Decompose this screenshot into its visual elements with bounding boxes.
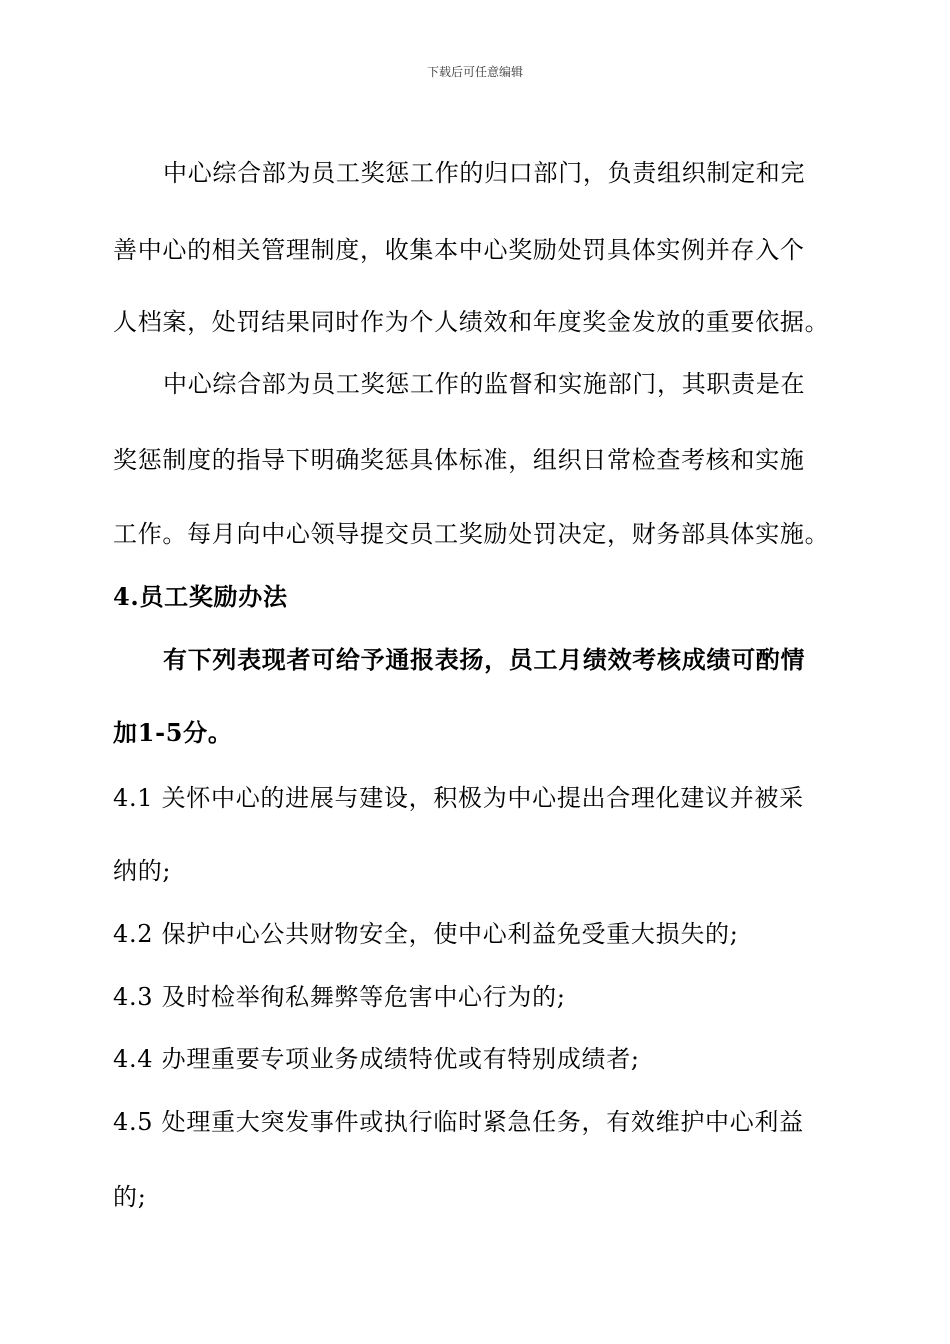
item-number: 4.5 [113, 1108, 154, 1136]
list-item-4-2 [113, 918, 950, 950]
item-text: 保护中心公共财物安全，使中心利益免受重大损失的; [161, 920, 739, 948]
list-item-4-4 [113, 1043, 950, 1075]
item-text: 关怀中心的进展与建设，积极为中心提出合理化建议并被采 [161, 784, 804, 812]
item-number: 4.3 [113, 983, 154, 1011]
list-item-4-5-continuation: 的; [113, 1183, 147, 1211]
item-number: 4.4 [113, 1045, 154, 1073]
section-heading: 4.员工奖励办法 [113, 582, 288, 611]
item-text: 办理重要专项业务成绩特优或有特别成绩者; [161, 1045, 640, 1073]
list-item-4-3 [113, 981, 950, 1013]
item-text: 处理重大突发事件或执行临时紧急任务，有效维护中心利益 [161, 1108, 804, 1136]
list-item-4-1 [113, 782, 950, 814]
paragraph-1-line-3: 人档案，处罚结果同时作为个人绩效和年度奖金发放的重要依据。 [113, 308, 830, 336]
paragraph-1-line-1: 中心综合部为员工奖惩工作的归口部门，负责组织制定和完 [163, 159, 806, 187]
paragraph-1-line-2: 善中心的相关管理制度，收集本中心奖励处罚具体实例并存入个 [113, 236, 805, 264]
item-number: 4.1 [113, 784, 154, 812]
list-item-4-1-continuation: 纳的; [113, 857, 172, 885]
section-intro-line-2: 加1-5分。 [113, 718, 233, 747]
page-header: 下载后可任意编辑 [426, 65, 523, 79]
paragraph-2-line-3: 工作。每月向中心领导提交员工奖励处罚决定，财务部具体实施。 [113, 520, 830, 548]
section-intro-line-1: 有下列表现者可给予通报表扬，员工月绩效考核成绩可酌情 [163, 645, 806, 674]
list-item-4-5 [113, 1106, 950, 1138]
paragraph-2-line-2: 奖惩制度的指导下明确奖惩具体标准，组织日常检查考核和实施 [113, 446, 805, 474]
item-text: 及时检举徇私舞弊等危害中心行为的; [161, 983, 566, 1011]
paragraph-2-line-1: 中心综合部为员工奖惩工作的监督和实施部门，其职责是在 [163, 370, 806, 398]
item-number: 4.2 [113, 920, 154, 948]
